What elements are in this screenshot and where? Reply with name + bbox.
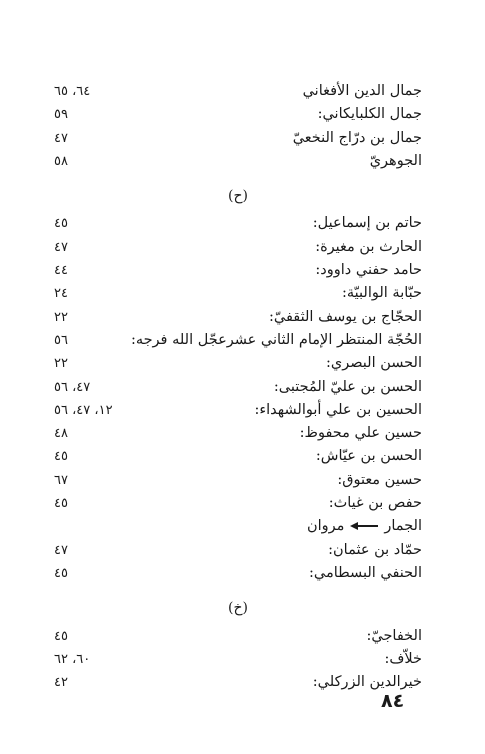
index-entry	[54, 515, 422, 538]
index-entry	[54, 492, 422, 515]
entry-pages: ١٢، ٤٧، ٥٦	[54, 402, 113, 418]
entry-pages: ٢٢	[54, 309, 68, 325]
index-entry	[54, 445, 422, 468]
entry-pages: ٤٨	[54, 426, 68, 442]
entry-pages: ٤٥	[54, 496, 68, 512]
entry-name: حاتم بن إسماعيل:	[312, 215, 422, 232]
entry-name: حمّاد بن عثمان:	[328, 541, 422, 558]
index-entry	[54, 80, 422, 103]
entry-name: الحنفي البسطامي:	[308, 564, 422, 581]
entry-name: حسين علي محفوظ:	[299, 425, 422, 442]
index-entry	[54, 282, 422, 305]
entry-name: الحُجّة المنتظر الإمام الثاني عشرعجّل الله فرجه:	[130, 331, 422, 348]
index-entry	[54, 127, 422, 150]
entry-pages: ٢٤	[54, 286, 68, 302]
index-entry	[54, 422, 422, 445]
entry-pages: ٦٧	[54, 472, 68, 488]
entry-name: الحجّاج بن يوسف الثقفيّ:	[269, 308, 422, 325]
index-entry	[54, 376, 422, 399]
section-heading	[54, 597, 422, 620]
index-entry	[54, 562, 422, 585]
index-entry	[54, 103, 422, 126]
index-entry	[54, 352, 422, 375]
entry-pages: ٤٥	[54, 449, 68, 465]
section-gap	[54, 173, 422, 185]
section-gap	[54, 585, 422, 597]
index-entries	[54, 80, 422, 694]
entry-see-target: مروان	[306, 518, 345, 535]
index-entry	[54, 469, 422, 492]
entry-pages: ٤٥	[54, 565, 68, 581]
entry-name: حبّابة الوالبيّة:	[342, 285, 422, 302]
entry-name: الخفاجيّ:	[366, 627, 422, 644]
entry-name: حسين معتوق:	[337, 471, 422, 488]
entry-name: الحسين بن علي أبوالشهداء:	[254, 401, 422, 418]
entry-pages: ٤٧	[54, 542, 68, 558]
entry-pages: ٥٩	[54, 107, 68, 123]
index-entry	[54, 259, 422, 282]
entry-name: جمال الكلبايكاني:	[317, 106, 422, 123]
index-entry	[54, 671, 422, 694]
entry-pages: ٤٢	[54, 675, 68, 691]
entry-name: حامد حفني داوود:	[315, 262, 422, 279]
entry-pages: ٦٠، ٦٢	[54, 651, 91, 667]
entry-name: الحسن بن عليّ المُجتبى:	[273, 378, 422, 395]
entry-pages: ٥٦	[54, 332, 68, 348]
index-entry	[54, 306, 422, 329]
entry-name: خلاّف:	[384, 650, 422, 667]
index-entry	[54, 150, 422, 173]
entry-name: جمال بن درّاج النخعيّ	[292, 129, 422, 146]
section-letter: (خ)	[228, 600, 248, 617]
entry-name: الجوهريّ	[369, 152, 422, 169]
page-number: ٨٤	[381, 690, 405, 712]
entry-pages: ٤٧	[54, 130, 68, 146]
section-heading	[54, 185, 422, 208]
entry-name	[307, 515, 422, 538]
index-entry	[54, 329, 422, 352]
entry-pages: ٤٧	[54, 239, 68, 255]
index-entry	[54, 648, 422, 671]
entry-name: الحسن بن عيّاش:	[315, 448, 422, 465]
index-entry	[54, 236, 422, 259]
entry-name: خيرالدين الزركلي:	[312, 674, 422, 691]
index-entry	[54, 625, 422, 648]
entry-name: الحارث بن مغيرة:	[315, 238, 422, 255]
entry-pages: ٦٤، ٦٥	[54, 84, 91, 99]
index-entry	[54, 212, 422, 235]
entry-pages: ٢٢	[54, 356, 68, 372]
entry-term: الجمار	[384, 518, 422, 535]
entry-pages: ٤٥	[54, 216, 68, 232]
index-entry	[54, 399, 422, 422]
section-letter: (ح)	[228, 188, 248, 205]
see-arrow-icon	[350, 523, 378, 529]
entry-name: جمال الدين الأفغاني	[302, 83, 422, 99]
entry-name: حفص بن غياث:	[328, 495, 422, 512]
entry-pages: ٤٧، ٥٦	[54, 379, 91, 395]
entry-pages: ٤٥	[54, 628, 68, 644]
entry-pages: ٤٤	[54, 263, 68, 279]
entry-name: الحسن البصري:	[325, 355, 422, 372]
index-entry	[54, 539, 422, 562]
entry-pages: ٥٨	[54, 153, 68, 169]
